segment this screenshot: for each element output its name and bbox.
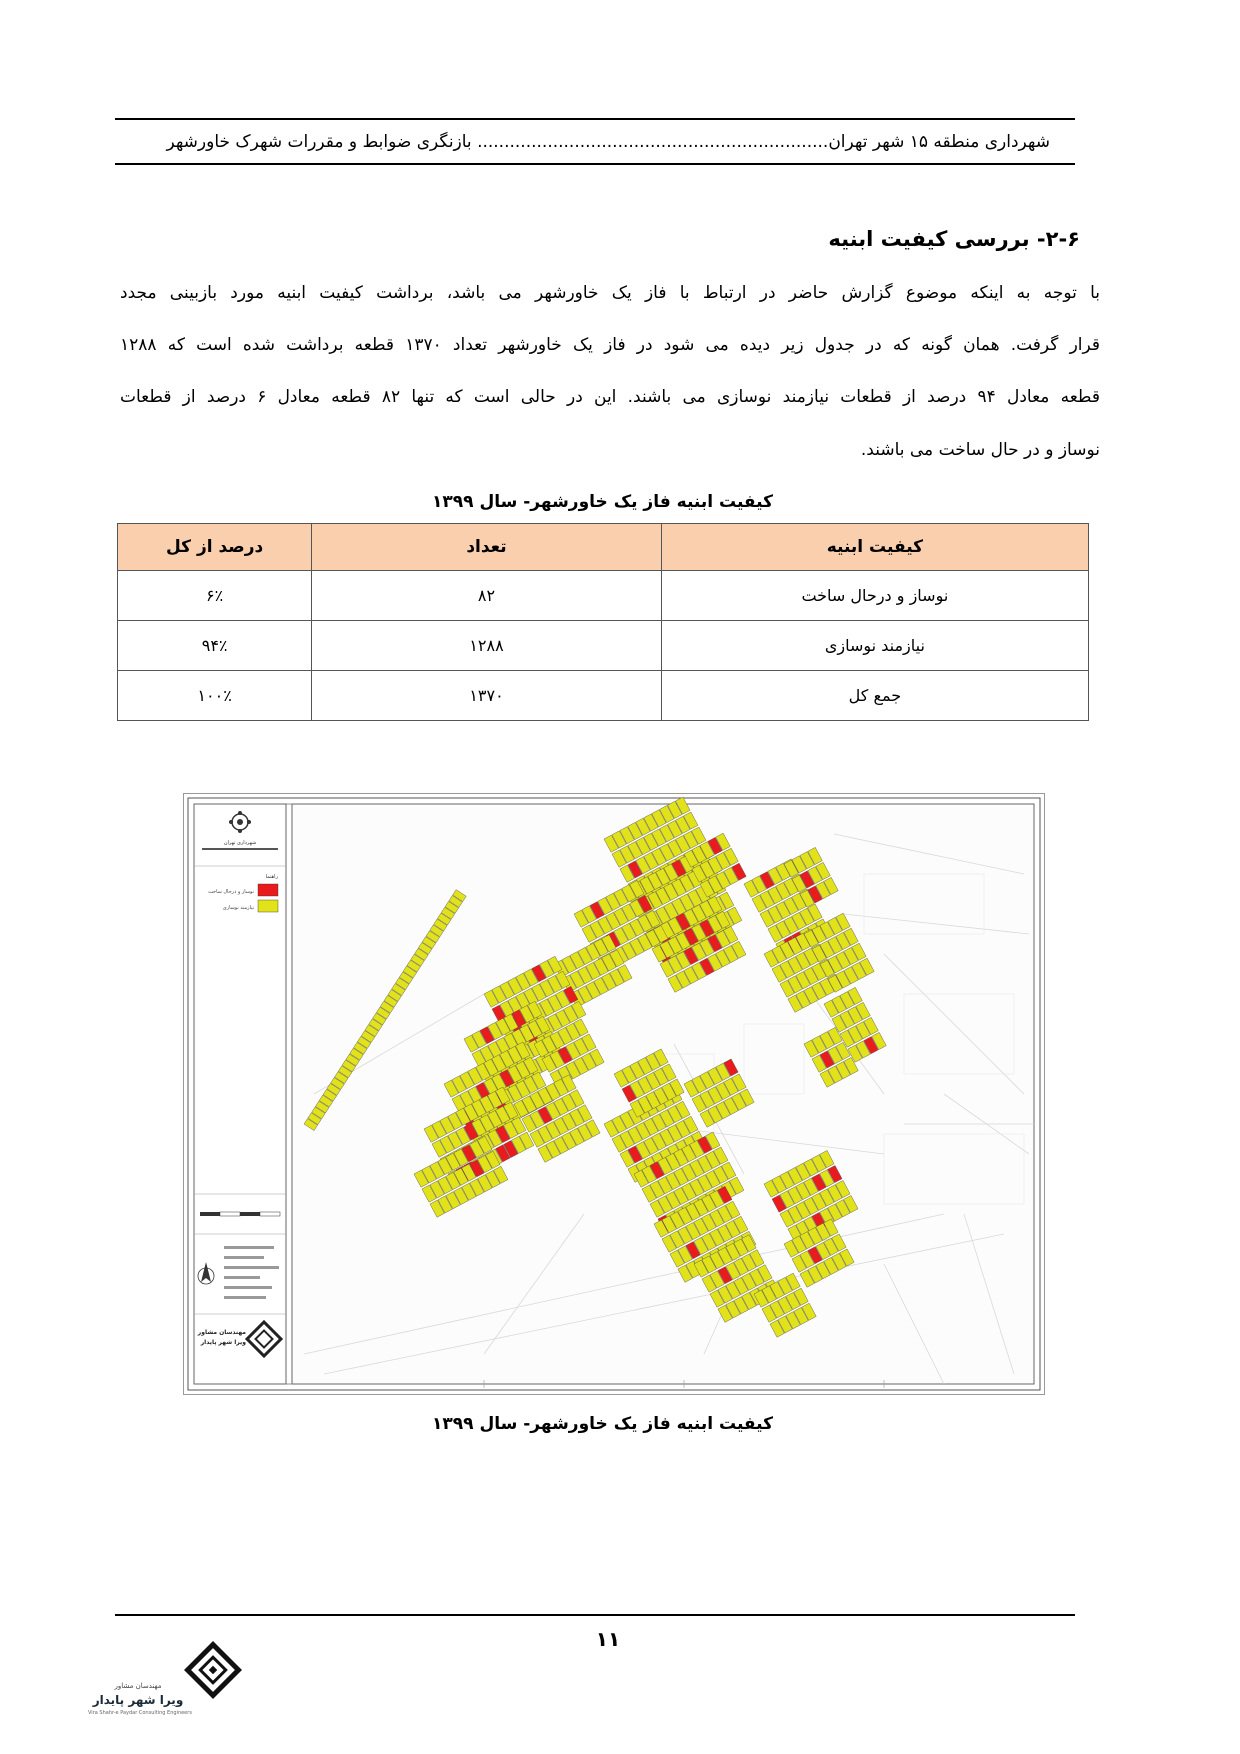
footer-firm-line3: Vira Shahr-e Paydar Consulting Engineers — [88, 1710, 192, 1716]
col-header-count: تعداد — [312, 524, 662, 571]
footer-logo — [88, 1640, 258, 1730]
table-row — [118, 571, 1089, 621]
header-rule-bottom — [115, 163, 1075, 165]
map-legend-title: راهنما — [265, 874, 278, 880]
table-caption: کیفیت ابنیه فاز یک خاورشهر- سال ۱۳۹۹ — [432, 492, 773, 512]
footer-rule — [115, 1614, 1075, 1616]
map-firm-line2: ویرا شهر پایدار — [200, 1339, 246, 1346]
running-header: شهرداری منطقه ۱۵ شهر تهران................................................................. بازنگری ضوابط و مقررات شهرک خاورشهر — [166, 132, 1050, 152]
footer-firm-line2: ویرا شهر پایدار — [92, 1693, 184, 1707]
paragraph-line: با توجه به اینکه موضوع گزارش حاضر در ارتباط با فاز یک خاورشهر می باشد، برداشت کیفیت ابنیه مورد بازبینی مجدد — [120, 283, 1100, 303]
legend-swatch-new — [258, 884, 278, 896]
header-rule-top — [115, 118, 1075, 120]
cell-quality: نوساز و درحال ساخت — [661, 571, 1088, 621]
map-svg — [184, 794, 1044, 1394]
map-firm-line1: مهندسان مشاور — [197, 1329, 246, 1336]
legend-label-new: نوساز و درحال ساخت — [208, 889, 254, 895]
paragraph-line: نوساز و در حال ساخت می باشند. — [860, 440, 1100, 460]
quality-table — [117, 523, 1089, 721]
paragraph-line: قرار گرفت. همان گونه که در جدول زیر دیده می شود در فاز یک خاورشهر تعداد ۱۳۷۰ قطعه برداشت شده است که ۱۲۸۸ — [120, 335, 1101, 355]
footer-firm-line1: مهندسان مشاور — [114, 1682, 162, 1690]
legend-swatch-renovation — [258, 900, 278, 912]
table-header-row — [118, 524, 1089, 571]
map-figure — [183, 793, 1045, 1395]
scale-bar — [200, 1212, 280, 1216]
cell-quality: جمع کل — [661, 671, 1088, 721]
page-number: ۱۱ — [595, 1627, 621, 1651]
map-caption: کیفیت ابنیه فاز یک خاورشهر- سال ۱۳۹۹ — [432, 1414, 773, 1434]
table-row — [118, 671, 1089, 721]
col-header-quality: کیفیت ابنیه — [661, 524, 1088, 571]
legend-label-renovation: نیازمند نوسازی — [222, 905, 254, 911]
cell-quality: نیازمند نوسازی — [661, 621, 1088, 671]
table-row — [118, 621, 1089, 671]
cell-count: ۸۲ — [312, 571, 662, 621]
section-title: ۲-۶- بررسی کیفیت ابنیه — [828, 227, 1080, 251]
cell-percent: ۹۴٪ — [118, 621, 312, 671]
cell-percent: ۱۰۰٪ — [118, 671, 312, 721]
cell-percent: ۶٪ — [118, 571, 312, 621]
map-org-label: شهرداری تهران — [223, 840, 257, 846]
paragraph-line: قطعه معادل ۹۴ درصد از قطعات نیازمند نوسازی می باشند. این در حالی است که تنها ۸۲ قطعه معادل ۶ درصد از قطعات — [120, 387, 1100, 407]
col-header-percent: درصد از کل — [118, 524, 312, 571]
cell-count: ۱۲۸۸ — [312, 621, 662, 671]
cell-count: ۱۳۷۰ — [312, 671, 662, 721]
